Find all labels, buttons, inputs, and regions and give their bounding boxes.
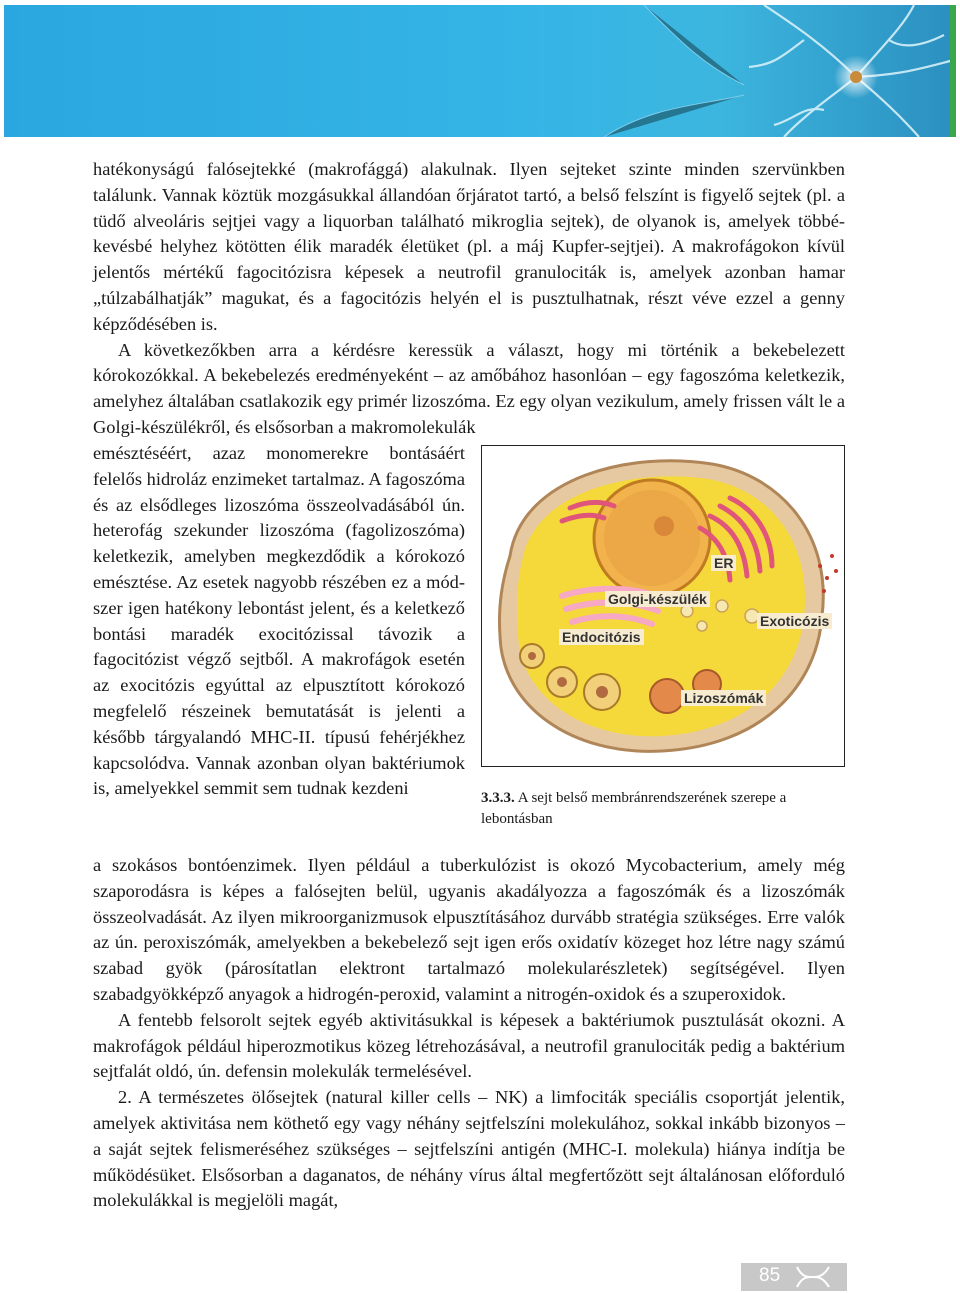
body-text-wrapped [93, 441, 465, 802]
paragraph: 2. A természetes ölősejtek (natural killer cells – NK) a limfociták speciális csoportját jelentik, amelyek aktivitása nem köthető egy vagy néhány sejtfelszíni molekulához, sokkal inkább bizonyos – a saját sejtek felismeréséhez szükséges – sejtfelszíni antigén (MHC-I. molekula) hiánya indítja be működésüket. Elsősorban a daganatos, de néhány vírus által megfertőzött sejt általánosan előforduló molekulákkal is megjelöli magát, [93, 1087, 845, 1211]
body-text-top [93, 157, 845, 441]
page-number-badge [741, 1263, 847, 1291]
paragraph: a szokásos bontóenzimek. Ilyen például a tuberkulózist is okozó Mycobacterium, amely még szaporodásra is képes a falósejten belül, ugyanis akadályozza a fagoszómák és a lizoszómák összeolvadását. Az ilyen mikroorganizmusok elpusztításához durvább stratégia szükséges. Erre valók az ún. peroxiszómák, amelyekben a bekebelező sejt igen erős oxidatív közeget hoz létre nagy számú szabad gyök (párosítatlan elektront tartalmazó molekularészletek) segítségével. Ilyen szabadgyökképző anyagok a hidrogén-peroxid, valamint a nitrogén-oxidok és a szuperoxidok. [93, 855, 845, 1004]
label-endocytosis: Endocitózis [559, 629, 644, 645]
caption-text: A sejt belső membránrendszerének szerepe a lebontásban [481, 790, 787, 827]
label-golgi: Golgi-készülék [605, 591, 710, 607]
header-banner [4, 5, 956, 137]
figure-caption [481, 788, 845, 830]
label-exocytosis: Exoticózis [757, 613, 832, 629]
neuron-illustration [4, 5, 956, 137]
label-er: ER [711, 555, 736, 571]
label-lysosomes: Lizoszómák [681, 690, 766, 706]
caption-number: 3.3.3. [481, 790, 515, 806]
cell-membrane-figure [481, 445, 845, 767]
dna-icon [793, 1263, 833, 1291]
paragraph: A következőkben arra a kérdésre keressük a választ, hogy mi történik a bekebelezett kórokozókkal. A bekebelezés eredményeként – az amőbához hasonlóan – egy fagoszóma keletkezik, amelyhez általában csatlakozik egy primér lizoszóma. Ez egy olyan vezikulum, amely frissen vált le a Golgi-készülékről, és elsősorban a makromolekulák [93, 339, 845, 437]
page-number: 85 [759, 1265, 781, 1286]
paragraph: A fentebb felsorolt sejtek egyéb aktivitásukkal is képesek a baktériumok pusztulását okozni. A makrofágok például hiperozmotikus közeg létrehozásával, a neutrofil granulociták pedig a baktérium sejtfalát oldó, ún. defensin molekulák termelésével. [93, 1009, 845, 1082]
paragraph: hatékonyságú falósejtekké (makrofággá) alakulnak. Ilyen sejteket szinte minden szervünkben találunk. Vannak köztük mozgásukkal állandóan őrjáratot tartó, a belső felszínt is figyelő sejtek (pl. a tüdő alveoláris sejtjei vagy a liquorban található mikroglia sejtek), de olyanok is, amelyek többé-kevésbé helyhez kötötten élik maradék életüket (pl. a máj Kupfer-sejtjei). A makrofágokon kívül jelentős mértékű fagocitózisra képesek a neutrofil granulociták is, amelyek azonban hamar „túlzabálhatják” magukat, és a fagocitózis helyén el is pusztulhatnak, részt véve ezzel a genny képződésében is. [93, 159, 845, 334]
body-text-bottom [93, 853, 845, 1214]
banner-accent-edge [950, 5, 956, 137]
paragraph: emésztéséért, azaz monomerekre bontásáért felelős hidroláz enzimeket tartalmaz. A fagoszóma és az elsődleges lizoszóma összeolvadásából ún. heterofág szekunder lizoszóma (fagolizoszóma) keletkezik, amelyben megkezdődik a kórokozó emésztése. Az esetek nagyobb részében ez a módszer igen hatékony lebontást jelent, és a keletkező bontási maradék exocitózissal távozik a fagocitózist végző sejtből. A makrofágok esetén az exocitózis egyúttal az elpusztított kórokozó megfelelő részeinek bemutatását is jelenti a később tárgyalandó MHC-II. típusú fehérjékhez kapcsolódva. Vannak azonban olyan baktériumok is, amelyekkel semmit sem tudnak kezdeni [93, 443, 465, 799]
